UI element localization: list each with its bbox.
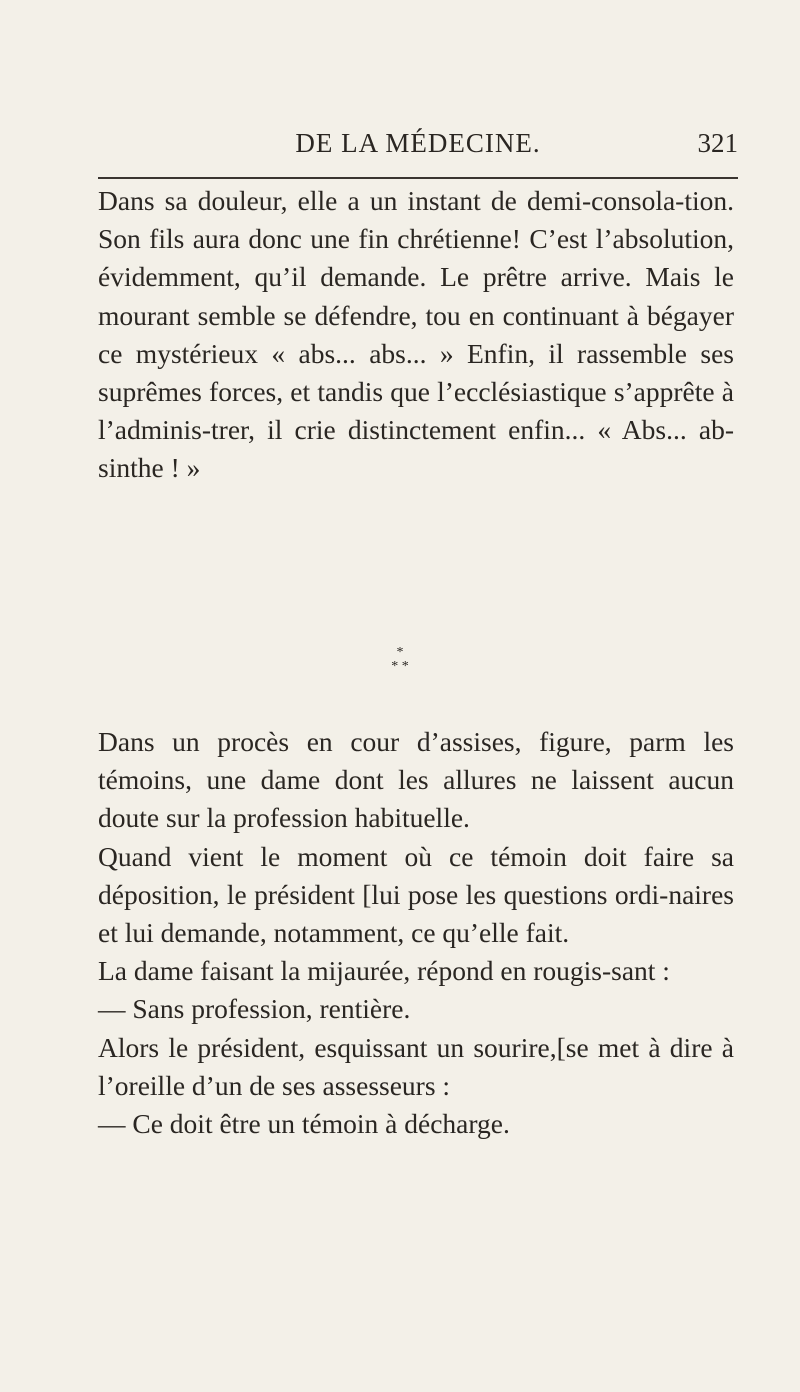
- paragraph: — Ce doit être un témoin à décharge.: [98, 1108, 510, 1140]
- paragraph: Dans un procès en cour d’assises, figure, parm les témoins, une dame dont les allures ne laissent aucun doute sur la profession habituelle.: [98, 726, 734, 834]
- page-number: 321: [697, 128, 738, 158]
- section-1: [98, 182, 734, 488]
- header-rule: [98, 177, 738, 179]
- separator-stars-bottom: * *: [391, 659, 409, 674]
- running-title: DE LA MÉDECINE.: [295, 128, 541, 158]
- page-header: [98, 128, 738, 168]
- paragraph: Dans sa douleur, elle a un instant de demi-consola-tion. Son fils aura donc une fin chrétienne! C’est l’absolution, évidemment, qu’il demande. Le prêtre arrive. Mais le mourant semble se défendre, tou en continuant à bégayer ce mystérieux « abs... abs... » Enfin, il rassemble ses suprêmes forces, et tandis que l’ecclésiastique s’apprête à l’adminis-trer, il crie distinctement enfin... « Abs... ab-sinthe ! »: [98, 185, 734, 484]
- paragraph: Alors le président, esquissant un sourire,[se met à dire à l’oreille d’un de ses assesseurs :: [98, 1031, 734, 1101]
- paragraph: La dame faisant la mijaurée, répond en rougis-sant :: [98, 955, 670, 987]
- section-separator: [0, 646, 800, 682]
- separator-star-top: *: [396, 645, 404, 660]
- section-2: [98, 723, 734, 1143]
- paragraph: — Sans profession, rentière.: [98, 993, 411, 1025]
- paragraph: Quand vient le moment où ce témoin doit faire sa déposition, le président [lui pose les questions ordi-naires et lui demande, notamment, ce qu’elle fait.: [98, 840, 734, 949]
